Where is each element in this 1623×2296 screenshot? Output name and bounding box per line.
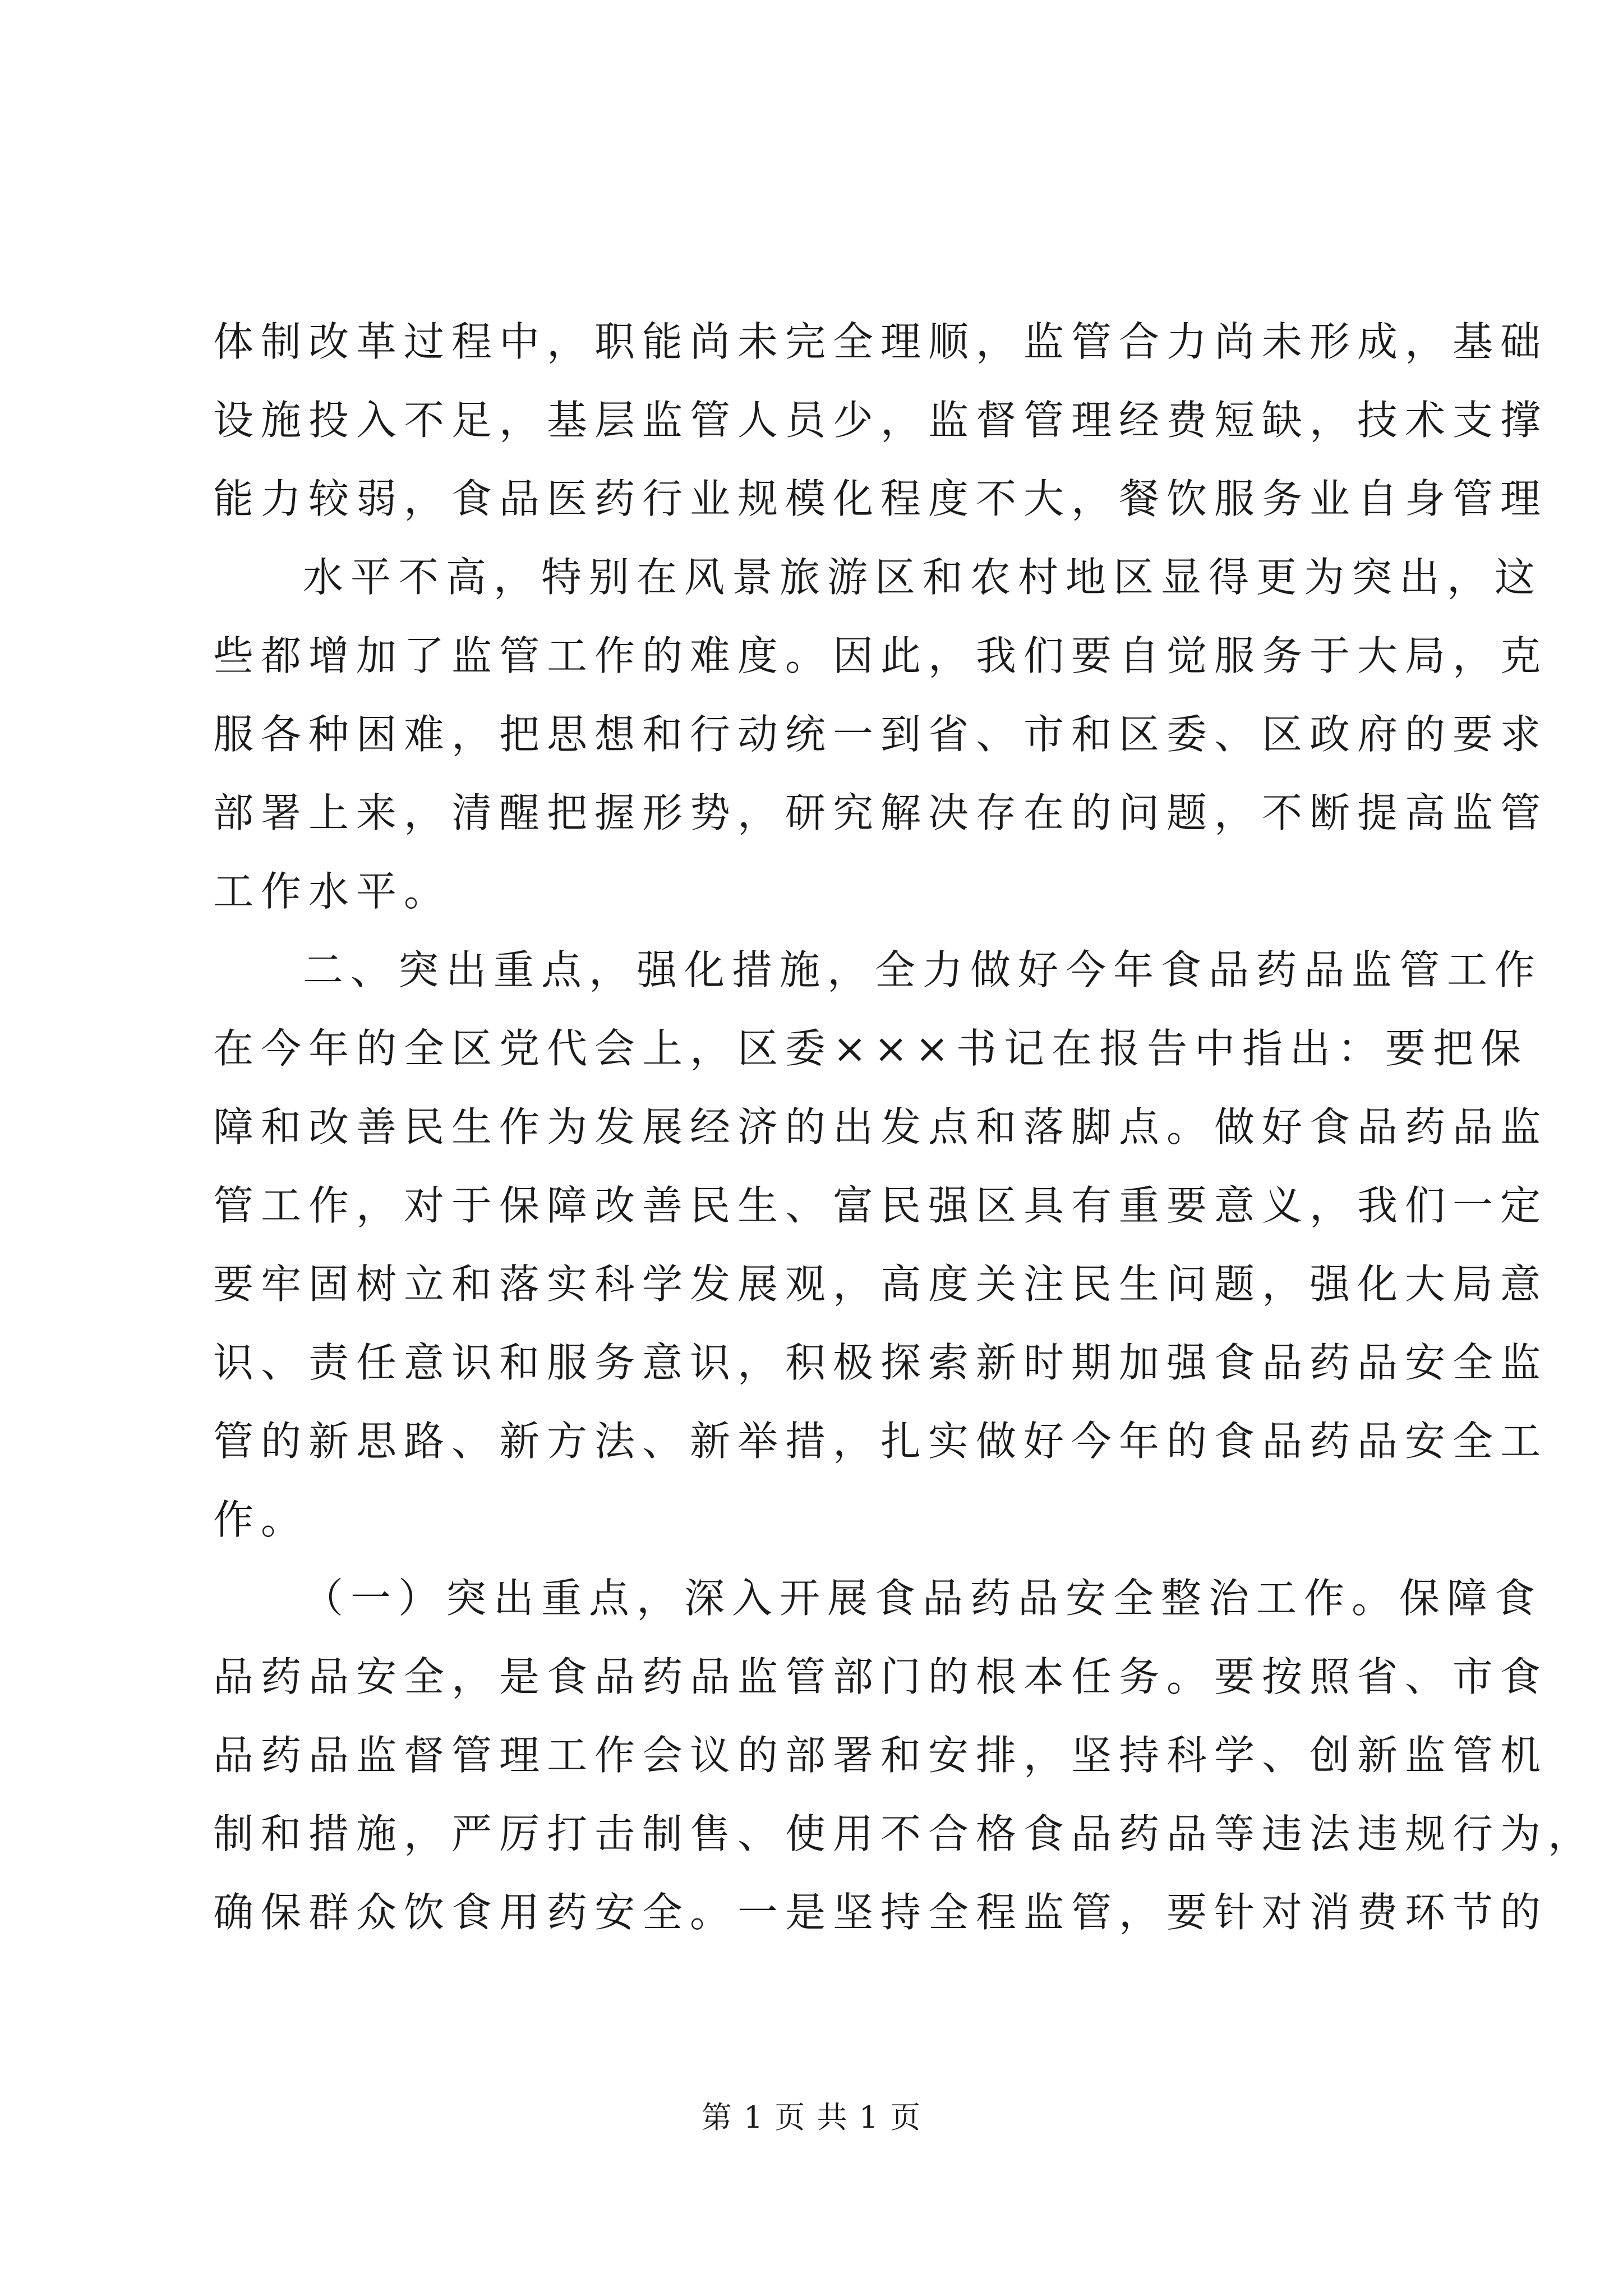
text-line: 管工作，对于保障改善民生、富民强区具有重要意义，我们一定 — [213, 1182, 1548, 1229]
page-footer: 第 1 页 共 1 页 — [701, 2100, 922, 2135]
text-line: 服各种困难，把思想和行动统一到省、市和区委、区政府的要求 — [213, 711, 1548, 758]
text-line: 水平不高，特别在风景旅游区和农村地区显得更为突出，这 — [303, 554, 1543, 601]
text-line: 管的新思路、新方法、新举措，扎实做好今年的食品药品安全工 — [213, 1418, 1548, 1465]
text-line: （一）突出重点，深入开展食品药品安全整治工作。保障食 — [303, 1575, 1543, 1622]
text-line: 设施投入不足，基层监管人员少，监督管理经费短缺，技术支撑 — [213, 397, 1548, 444]
text-line: 品药品监督管理工作会议的部署和安排，坚持科学、创新监管机 — [213, 1732, 1548, 1779]
text-line: 要牢固树立和落实科学发展观，高度关注民生问题，强化大局意 — [213, 1260, 1548, 1308]
text-line: 工作水平。 — [213, 868, 452, 915]
text-line: 在今年的全区党代会上，区委×××书记在报告中指出：要把保 — [213, 1025, 1528, 1072]
text-line: 确保群众饮食用药安全。一是坚持全程监管，要针对消费环节的 — [213, 1889, 1548, 1936]
text-line: 体制改革过程中，职能尚未完全理顺，监管合力尚未形成，基础 — [213, 318, 1548, 365]
text-line: 制和措施，严厉打击制售、使用不合格食品药品等违法违规行为， — [213, 1810, 1596, 1857]
text-line: 些都增加了监管工作的难度。因此，我们要自觉服务于大局，克 — [213, 632, 1548, 679]
text-line: 障和改善民生作为发展经济的出发点和落脚点。做好食品药品监 — [213, 1103, 1548, 1151]
section-heading: 二、突出重点，强化措施，全力做好今年食品药品监管工作 — [303, 946, 1543, 993]
text-line: 识、责任意识和服务意识，积极探索新时期加强食品药品安全监 — [213, 1339, 1548, 1386]
text-line: 能力较弱，食品医药行业规模化程度不大，餐饮服务业自身管理 — [213, 475, 1548, 522]
text-line: 品药品安全，是食品药品监管部门的根本任务。要按照省、市食 — [213, 1653, 1548, 1700]
text-line: 作。 — [213, 1496, 309, 1543]
text-line: 部署上来，清醒把握形势，研究解决存在的问题，不断提高监管 — [213, 789, 1548, 836]
